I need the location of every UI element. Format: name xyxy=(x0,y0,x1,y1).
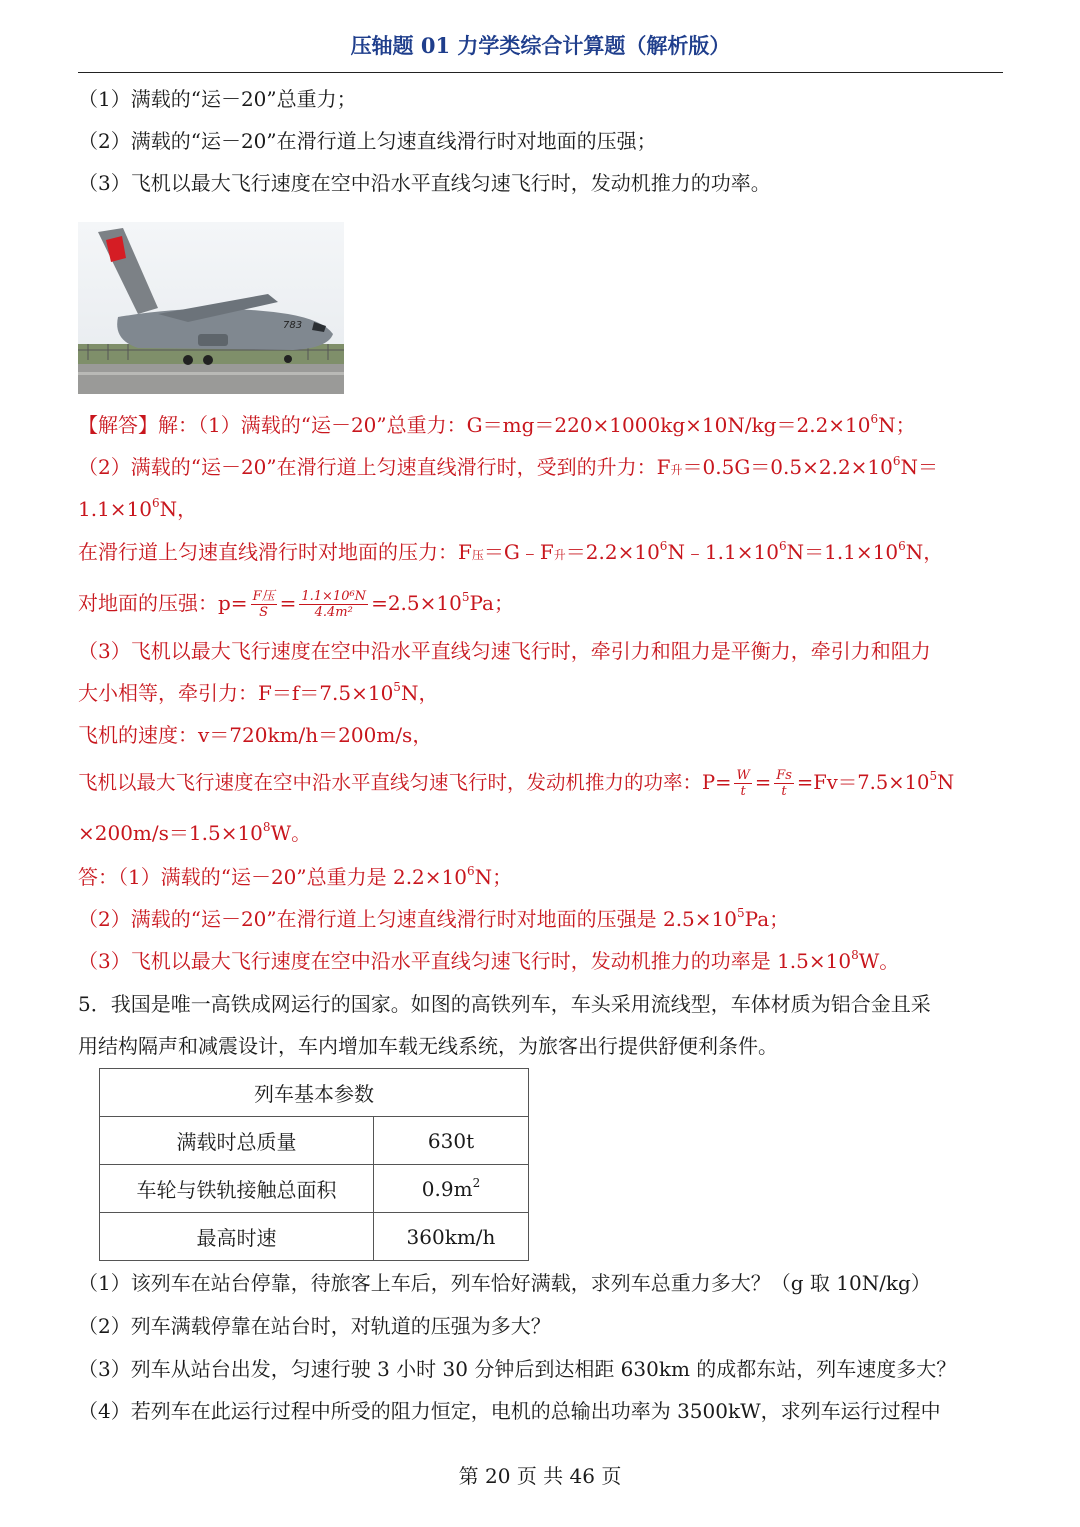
q5-intro-line-2: 用结构隔声和减震设计，车内增加车载无线系统，为旅客出行提供舒便利条件。 xyxy=(78,1034,778,1058)
table-cell-label: 最高时速 xyxy=(100,1213,374,1261)
answer-line-1: 答：（1）满载的“运－20”总重力是 $2.2\times 10^6N$； xyxy=(78,864,513,889)
answer-line-2: （2）满载的“运－20”在滑行道上匀速直线滑行时对地面的压强是 $2.5\times 10^5Pa$； xyxy=(78,906,790,931)
prev-question-3: （3）飞机以最大飞行速度在空中沿水平直线匀速飞行时，发动机推力的功率。 xyxy=(78,171,771,195)
table-cell-value: 630t xyxy=(374,1117,529,1165)
solution-line-6: （3）飞机以最大飞行速度在空中沿水平直线匀速飞行时，牵引力和阻力是平衡力，牵引力和阻力 xyxy=(78,639,931,663)
table-row xyxy=(100,1069,529,1117)
header-divider xyxy=(78,72,1003,73)
page-header-title: 压轴题 01 力学类综合计算题（解析版） xyxy=(350,33,731,58)
solution-line-5: 对地面的压强：p= $\frac{\text{F压}}{S}$ = $\frac{\text{1.1×10⁶N}}{\text{4.4m²}}$ $=2.5\times 10^5Pa$； xyxy=(78,589,514,620)
table-cell-label: 满载时总质量 xyxy=(100,1117,374,1165)
q5-intro-line-1: 5．我国是唯一高铁成网运行的国家。如图的高铁列车，车头采用流线型，车体材质为铝合金且采 xyxy=(78,992,931,1016)
q5-sub-2: （2）列车满载停靠在站台时，对轨道的压强为多大？ xyxy=(78,1314,551,1338)
q5-sub-4: （4）若列车在此运行过程中所受的阻力恒定，电机的总输出功率为 3500kW，求列车运行过程中 xyxy=(78,1399,941,1423)
table-cell-label: 车轮与铁轨接触总面积 xyxy=(100,1165,374,1213)
table-row xyxy=(100,1117,529,1165)
solution-line-9: 飞机以最大飞行速度在空中沿水平直线匀速飞行时，发动机推力的功率：P= $\frac{W}{t}$ = $\frac{Fs}{t}$ $=Fv=7.5\times 10^5N$ xyxy=(78,768,955,799)
solution-line-8: 飞机的速度：v＝720km/h＝200m/s， xyxy=(78,723,433,747)
plane-number-label: 783 xyxy=(283,320,303,331)
table-row xyxy=(100,1213,529,1261)
prev-question-2: （2）满载的“运－20”在滑行道上匀速直线滑行时对地面的压强； xyxy=(78,129,657,153)
q5-sub-3: （3）列车从站台出发，匀速行驶 3 小时 30 分钟后到达相距 630km 的成都东站，列车速度多大？ xyxy=(78,1357,957,1381)
page-number: 第 20 页 共 46 页 xyxy=(458,1464,622,1488)
table-cell-value: 360km/h xyxy=(374,1213,529,1261)
power-fraction-1: $\frac{W}{t}$ xyxy=(736,768,750,799)
q5-sub-1: （1）该列车在站台停靠，待旅客上车后，列车恰好满载，求列车总重力多大？（g 取 10N/kg） xyxy=(78,1271,931,1295)
power-fraction-2: $\frac{Fs}{t}$ xyxy=(776,768,792,799)
solution-line-10: $\times 200m/s=1.5\times 10^8W$。 xyxy=(78,820,312,845)
train-params-table xyxy=(99,1068,529,1261)
table-row xyxy=(100,1165,529,1213)
pressure-fraction: $\frac{\text{F压}}{S}$ xyxy=(252,589,275,620)
solution-line-1: 【解答】解：（1）满载的“运－20”总重力：$G=mg=220\times 1000kg\times 10N/kg=2.2\times 10^6N$； xyxy=(78,412,916,437)
pressure-value-fraction: $\frac{\text{1.1×10⁶N}}{\text{4.4m²}}$ xyxy=(301,589,367,620)
solution-line-7: 大小相等，牵引力：$F=f=7.5\times 10^5N$， xyxy=(78,680,439,705)
prev-question-1: （1）满载的“运－20”总重力； xyxy=(78,87,357,111)
solution-line-4: 在滑行道上匀速直线滑行时对地面的压力：F压＝G﹣F升$=2.2\times 10^6N﹣1.1\times 10^6N=1.1\times 10^6N$， xyxy=(78,539,944,564)
table-title: 列车基本参数 xyxy=(100,1069,529,1117)
solution-tag: 【解答】 xyxy=(78,413,158,437)
answer-line-3: （3）飞机以最大飞行速度在空中沿水平直线匀速飞行时，发动机推力的功率是 $1.5\times 10^8W$。 xyxy=(78,948,900,973)
plane-photo xyxy=(78,222,344,394)
solution-line-2: （2）满载的“运－20”在滑行道上匀速直线滑行时，受到的升力：F升$=0.5G=0.5\times 2.2\times 10^6N=$ xyxy=(78,454,939,479)
solution-line-3: $1.1\times 10^6N$， xyxy=(78,496,198,521)
table-cell-value: $0.9m^2$ xyxy=(374,1165,529,1213)
